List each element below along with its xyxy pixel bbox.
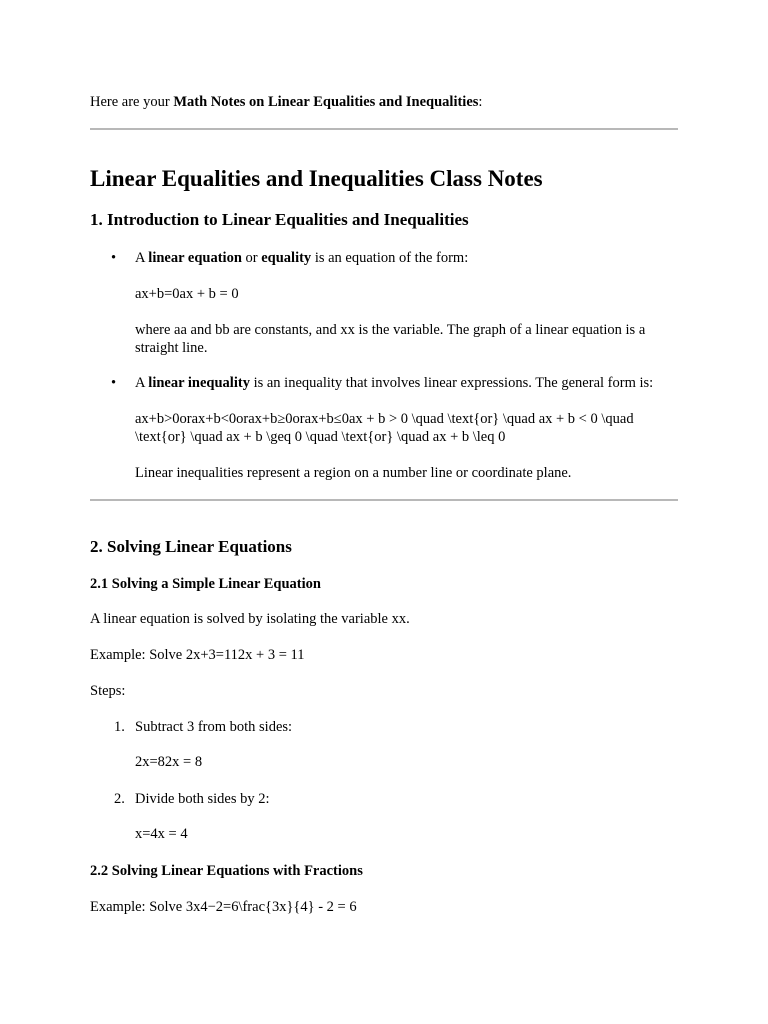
text: is an inequality that involves linear expressions. The general form is: bbox=[249, 375, 654, 391]
bullet-linear-inequality bbox=[135, 374, 675, 392]
section-2-heading: 2. Solving Linear Equations bbox=[90, 537, 292, 556]
formula-linear-equation: ax+b=0ax + b = 0 bbox=[135, 286, 239, 302]
step-text: Divide both sides by 2: bbox=[135, 791, 270, 807]
term-linear-equation: linear equation bbox=[148, 250, 242, 266]
step-result: x=4x = 4 bbox=[135, 826, 188, 842]
steps-label: Steps: bbox=[90, 683, 126, 699]
text: A bbox=[135, 375, 149, 391]
linear-inequality-note: Linear inequalities represent a region on a number line or coordinate plane. bbox=[135, 465, 572, 481]
divider bbox=[90, 128, 678, 130]
intro-bold-title: Math Notes on Linear Equalities and Inequalities bbox=[173, 94, 479, 110]
bullet-linear-equation bbox=[135, 249, 675, 267]
intro-line bbox=[90, 94, 482, 111]
text: A bbox=[135, 250, 149, 266]
bullet-marker: • bbox=[111, 250, 117, 266]
term-equality: equality bbox=[261, 250, 312, 266]
step-result: 2x=82x = 8 bbox=[135, 754, 203, 770]
bullet-marker: • bbox=[111, 375, 117, 391]
term-linear-inequality: linear inequality bbox=[148, 375, 250, 391]
intro-suffix: : bbox=[478, 94, 483, 110]
step-text: Subtract 3 from both sides: bbox=[135, 719, 293, 735]
page-title: Linear Equalities and Inequalities Class Notes bbox=[90, 166, 543, 191]
subsection-2-1-text: A linear equation is solved by isolating the variable xx. bbox=[90, 611, 410, 627]
example-2-2: Example: Solve 3x4−2=6\frac{3x}{4} - 2 = 6 bbox=[90, 899, 357, 915]
text: is an equation of the form: bbox=[311, 250, 469, 266]
intro-prefix: Here are your bbox=[90, 94, 174, 110]
step-number: 2. bbox=[114, 791, 125, 807]
step-number: 1. bbox=[114, 719, 125, 735]
example-2-1: Example: Solve 2x+3=112x + 3 = 11 bbox=[90, 647, 305, 663]
subsection-2-1-heading: 2.1 Solving a Simple Linear Equation bbox=[90, 576, 321, 592]
subsection-2-2-heading: 2.2 Solving Linear Equations with Fractions bbox=[90, 863, 363, 879]
formula-linear-inequality: ax+b>0orax+b<0orax+b≥0orax+b≤0ax + b > 0 \quad \text{or} \quad ax + b < 0 \quad \text{or} \quad ax + b \geq 0 \quad \text{or} \quad ax + b \leq 0 bbox=[135, 411, 634, 445]
section-1-heading: 1. Introduction to Linear Equalities and Inequalities bbox=[90, 210, 469, 229]
linear-equation-note: where aa and bb are constants, and xx is the variable. The graph of a linear equation is a straight line. bbox=[135, 322, 646, 356]
divider bbox=[90, 499, 678, 501]
text: or bbox=[241, 250, 262, 266]
